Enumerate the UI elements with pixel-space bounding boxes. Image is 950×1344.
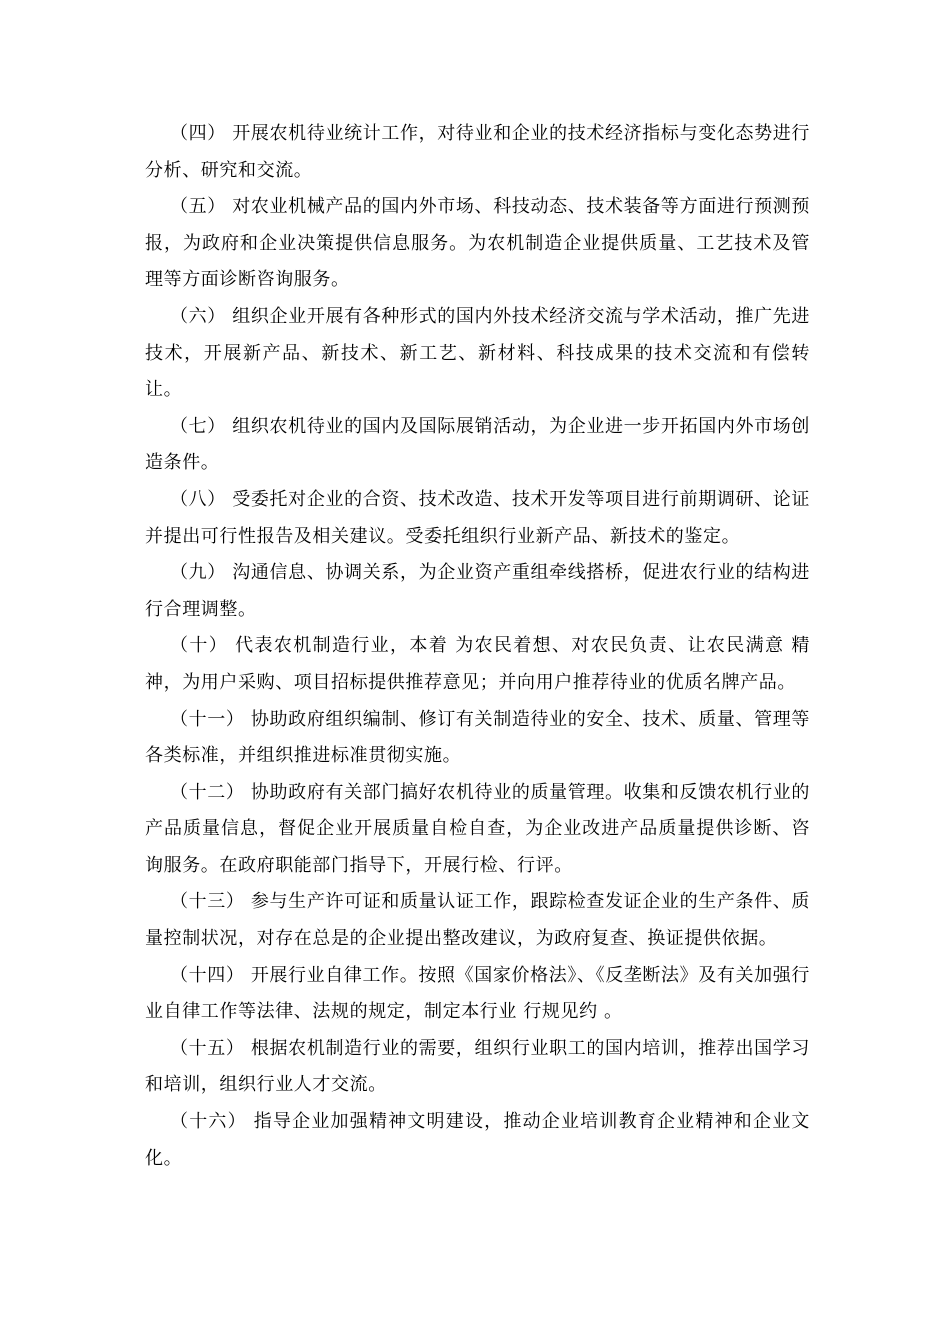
paragraph-12: （十二） 协助政府有关部门搞好农机待业的质量管理。收集和反馈农机行业的产品质量信息，督促企业开展质量自检自查，为企业改进产品质量提供诊断、咨询服务。在政府职能部门指导下，开展行检、行评。 — [145, 781, 810, 876]
paragraph-9: （九） 沟通信息、协调关系，为企业资产重组牵线搭桥，促进农行业的结构进行合理调整。 — [145, 562, 810, 620]
paragraph-10: （十） 代表农机制造行业，本着 为农民着想、对农民负责、让农民满意 精神，为用户采购、项目招标提供推荐意见；并向用户推荐待业的优质名牌产品。 — [145, 635, 810, 693]
paragraph-11: （十一） 协助政府组织编制、修订有关制造待业的安全、技术、质量、管理等各类标准，并组织推进标准贯彻实施。 — [145, 708, 810, 767]
paragraph-14: （十四） 开展行业自律工作。按照《国家价格法》、《反垄断法》及有关加强行业自律工作等法律、法规的规定，制定本行业 行规见约 。 — [145, 964, 810, 1023]
paragraph-15: （十五） 根据农机制造行业的需要，组织行业职工的国内培训，推荐出国学习和培训，组织行业人才交流。 — [145, 1037, 810, 1096]
paragraph-4: （四） 开展农机待业统计工作，对待业和企业的技术经济指标与变化态势进行分析、研究和交流。 — [145, 123, 810, 181]
paragraph-5: （五） 对农业机械产品的国内外市场、科技动态、技术装备等方面进行预测预报，为政府和企业决策提供信息服务。为农机制造企业提供质量、工艺技术及管理等方面诊断咨询服务。 — [145, 196, 810, 291]
paragraph-7: （七） 组织农机待业的国内及国际展销活动，为企业进一步开拓国内外市场创造条件。 — [145, 415, 810, 474]
paragraph-13: （十三） 参与生产许可证和质量认证工作，跟踪检查发证企业的生产条件、质量控制状况，对存在总是的企业提出整改建议，为政府复查、换证提供依据。 — [145, 891, 810, 950]
paragraph-8: （八） 受委托对企业的合资、技术改造、技术开发等项目进行前期调研、论证并提出可行性报告及相关建议。受委托组织行业新产品、新技术的鉴定。 — [145, 488, 810, 547]
paragraph-6: （六） 组织企业开展有各种形式的国内外技术经济交流与学术活动，推广先进技术，开展新产品、新技术、新工艺、新材料、科技成果的技术交流和有偿转让。 — [145, 305, 810, 401]
paragraph-16: （十六） 指导企业加强精神文明建设，推动企业培训教育企业精神和企业文化。 — [145, 1111, 810, 1169]
document-body — [145, 116, 810, 1177]
